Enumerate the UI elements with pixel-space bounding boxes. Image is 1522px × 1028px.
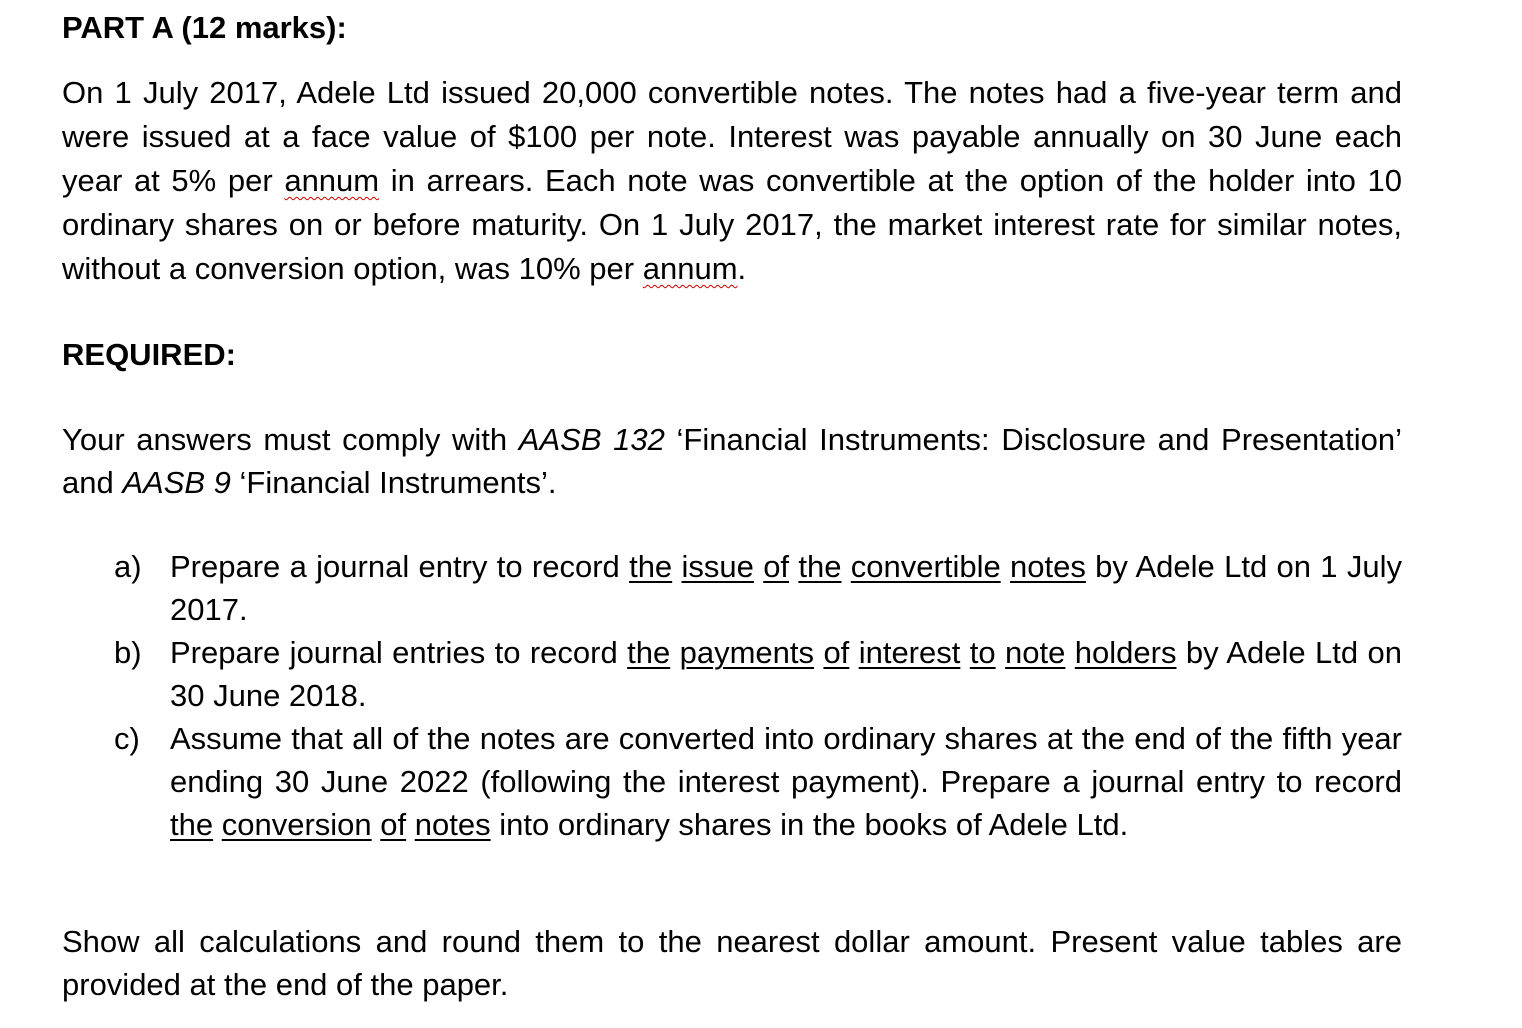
compliance-text-3: ‘Financial Instruments’. bbox=[230, 465, 557, 500]
standard-aasb9: AASB 9 bbox=[122, 465, 231, 500]
compliance-paragraph bbox=[62, 418, 1402, 504]
item-text: Assume that all of the notes are converted into ordinary shares at the end of the fifth year ending 30 June 2022 (following the interest payment). Prepare a journal entry to record bbox=[170, 721, 1402, 799]
intro-text-2: in arrears. Each note was convertible at the option of the holder into 10 ordinary shares on or before maturity. On 1 July 2017, the market interest rate for similar notes, without a conversion option, was 10% per bbox=[62, 163, 1403, 286]
requirement-item bbox=[114, 717, 1402, 846]
underlined-word: the bbox=[170, 807, 214, 842]
underlined-word: notes bbox=[1010, 549, 1086, 584]
requirement-item bbox=[114, 545, 1402, 631]
underlined-word: the bbox=[627, 635, 671, 670]
standard-aasb132: AASB 132 bbox=[518, 422, 665, 457]
underlined-word: holders bbox=[1074, 635, 1177, 670]
underlined-word: interest bbox=[858, 635, 961, 670]
intro-text-1: On 1 July 2017, Adele Ltd issued 20,000 convertible notes. The notes had a five-year term and were issued at a face value of $100 per note. Interest was payable annually on 30 June each year at 5% per bbox=[62, 75, 1402, 198]
underlined-word: note bbox=[1005, 635, 1066, 670]
underlined-word: of bbox=[380, 807, 407, 842]
item-text: into ordinary shares in the books of Adele Ltd. bbox=[490, 807, 1129, 842]
underlined-word: issue bbox=[681, 549, 754, 584]
item-marker: a) bbox=[114, 549, 142, 584]
underlined-word: to bbox=[969, 635, 996, 670]
intro-paragraph bbox=[62, 71, 1402, 291]
intro-period: . bbox=[737, 251, 747, 286]
requirements-list bbox=[114, 545, 1402, 846]
closing-paragraph: Show all calculations and round them to the nearest dollar amount. Present value tables are provided at the end of the paper. bbox=[62, 924, 1402, 1002]
item-marker: b) bbox=[114, 635, 142, 670]
underlined-word: notes bbox=[414, 807, 491, 842]
underlined-word: conversion bbox=[221, 807, 372, 842]
required-heading: REQUIRED: bbox=[62, 337, 236, 372]
underlined-word: payments bbox=[679, 635, 815, 670]
underlined-word: convertible bbox=[850, 549, 1001, 584]
underlined-word: of bbox=[763, 549, 790, 584]
compliance-text-1: Your answers must comply with bbox=[62, 422, 519, 457]
spelling-mark-annum: annum bbox=[642, 251, 738, 286]
item-text: Prepare journal entries to record bbox=[170, 635, 628, 670]
requirement-item bbox=[114, 631, 1402, 717]
underlined-word: of bbox=[823, 635, 850, 670]
compliance-text-2: ‘Financial Instruments: Disclosure and Presentation’ and bbox=[62, 422, 1402, 500]
part-a-heading: PART A (12 marks): bbox=[62, 10, 347, 45]
underlined-word: the bbox=[629, 549, 673, 584]
underlined-word: the bbox=[798, 549, 842, 584]
item-text: by Adele Ltd on 30 June 2018. bbox=[170, 635, 1402, 713]
spelling-mark-annum: annum bbox=[284, 163, 380, 198]
item-marker: c) bbox=[114, 721, 140, 756]
item-text: Prepare a journal entry to record bbox=[170, 549, 630, 584]
item-text: by Adele Ltd on 1 July 2017. bbox=[170, 549, 1402, 627]
